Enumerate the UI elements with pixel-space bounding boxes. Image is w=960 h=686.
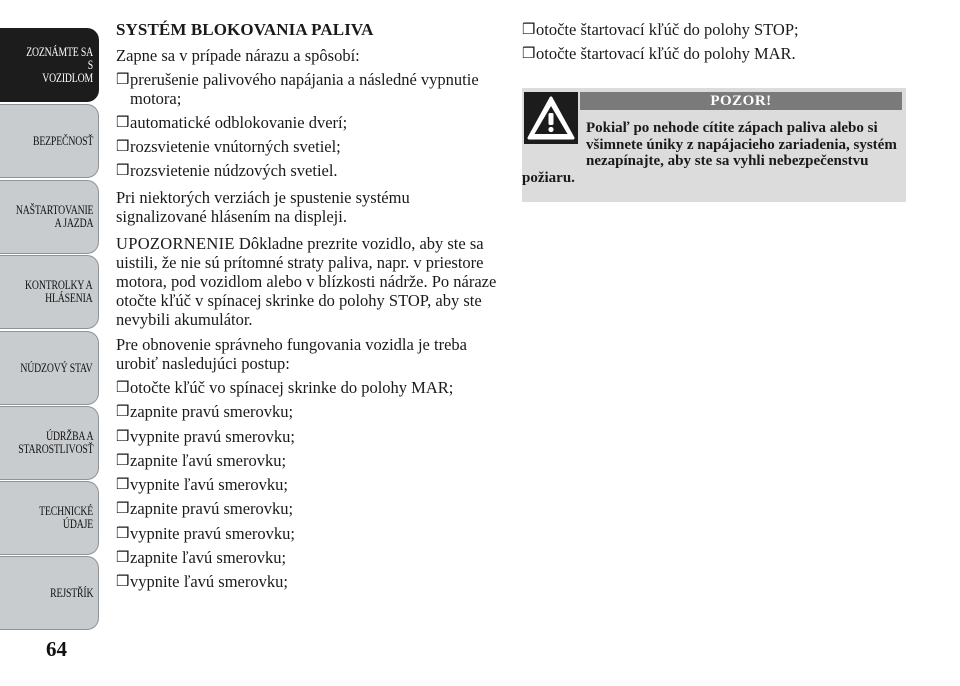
list-item-text: rozsvietenie vnútorných svetiel; bbox=[130, 137, 341, 156]
icon-spacer bbox=[522, 120, 586, 154]
list-item-text: otočte štartovací kľúč do polohy STOP; bbox=[536, 20, 799, 39]
page-number: 64 bbox=[46, 637, 67, 661]
warning-text-block bbox=[522, 120, 900, 186]
checkbox-icon: ❒ bbox=[116, 426, 130, 445]
checkbox-icon: ❒ bbox=[522, 20, 536, 38]
list-item bbox=[522, 44, 906, 63]
tab-label: TECHNICKÉ ÚDAJE bbox=[39, 504, 93, 531]
upozornenie-head: UPOZORNENIE bbox=[116, 234, 235, 253]
left-column bbox=[116, 20, 498, 597]
list-item-text: otočte štartovací kľúč do polohy MAR. bbox=[536, 44, 796, 63]
checkbox-icon: ❒ bbox=[116, 475, 130, 494]
checkbox-icon: ❒ bbox=[116, 378, 130, 396]
list-item bbox=[116, 572, 498, 591]
list-item bbox=[116, 70, 498, 108]
checkbox-icon: ❒ bbox=[116, 161, 130, 179]
display-note: Pri niektorých verziách je spustenie systému signalizované hlásením na displeji. bbox=[116, 188, 410, 226]
list-item-text: automatické odblokovanie dverí; bbox=[130, 113, 348, 132]
list-item bbox=[116, 113, 498, 132]
tab-kontrolky-a-hlasenia[interactable] bbox=[0, 255, 99, 329]
list-item-text: vypnite pravú smerovku; bbox=[130, 426, 295, 446]
effects-list bbox=[116, 70, 498, 180]
tab-label: KONTROLKY A HLÁSENIA bbox=[25, 278, 93, 305]
restore-intro: Pre obnovenie správneho fungovania vozidla je treba urobiť nasledujúci postup: bbox=[116, 335, 467, 373]
list-item-text: vypnite ľavú smerovku; bbox=[130, 572, 288, 592]
list-item bbox=[116, 548, 498, 567]
checkbox-icon: ❒ bbox=[116, 402, 130, 421]
list-item-text: rozsvietenie núdzových svetiel. bbox=[130, 161, 338, 180]
list-item bbox=[116, 499, 498, 518]
restore-steps-list bbox=[116, 378, 498, 591]
list-item-text: zapnite pravú smerovku; bbox=[130, 499, 294, 519]
list-item bbox=[116, 137, 498, 156]
checkbox-icon: ❒ bbox=[116, 548, 130, 567]
warning-title: POZOR! bbox=[580, 92, 902, 110]
tab-label: BEZPEČNOSŤ bbox=[32, 133, 93, 148]
tab-nastartovanie-a-jazda[interactable] bbox=[0, 180, 99, 254]
restore-steps-continued bbox=[522, 20, 906, 63]
list-item bbox=[522, 20, 906, 39]
right-column bbox=[522, 20, 906, 68]
tab-rejstrik[interactable] bbox=[0, 556, 99, 630]
list-item bbox=[116, 378, 498, 397]
list-item bbox=[116, 161, 498, 180]
upozornenie-text: Dôkladne prezrite vozidlo, aby ste sa uistili, že nie sú prítomné straty paliva, napr. v priestore motora, pod vozidlom alebo v blízkosti nádrže. Po náraze otočte kľúč v spínacej skrinke do polohy STOP, aby ste nevybili akumulátor. bbox=[116, 234, 497, 329]
checkbox-icon: ❒ bbox=[116, 450, 130, 469]
tab-technicke-udaje[interactable] bbox=[0, 481, 99, 555]
list-item-text: zapnite ľavú smerovku; bbox=[130, 548, 287, 568]
checkbox-icon: ❒ bbox=[116, 572, 130, 591]
tab-label: REJSTŘÍK bbox=[49, 585, 93, 600]
list-item bbox=[116, 427, 498, 446]
list-item-text: vypnite pravú smerovku; bbox=[130, 523, 295, 543]
tab-zoznamte-sa-s-vozidlom[interactable] bbox=[0, 28, 99, 102]
checkbox-icon: ❒ bbox=[116, 523, 130, 542]
list-item-text: prerušenie palivového napájania a následné vypnutie motora; bbox=[130, 70, 479, 108]
list-item-text: zapnite ľavú smerovku; bbox=[130, 450, 287, 470]
upozornenie-paragraph bbox=[116, 234, 498, 329]
checkbox-icon: ❒ bbox=[116, 137, 130, 155]
tab-udrzba-a-starostlivost[interactable] bbox=[0, 406, 99, 480]
checkbox-icon: ❒ bbox=[116, 499, 130, 518]
list-item bbox=[116, 475, 498, 494]
list-item bbox=[116, 402, 498, 421]
tab-label: NÚDZOVÝ STAV bbox=[20, 360, 93, 375]
checkbox-icon: ❒ bbox=[116, 70, 130, 88]
tab-bezpecnost[interactable] bbox=[0, 104, 99, 178]
tab-label: NAŠTARTOVANIE A JAZDA bbox=[15, 203, 93, 230]
list-item-text: vypnite ľavú smerovku; bbox=[130, 475, 288, 495]
list-item bbox=[116, 451, 498, 470]
checkbox-icon: ❒ bbox=[116, 113, 130, 131]
checkbox-icon: ❒ bbox=[522, 44, 536, 62]
tab-label: ÚDRŽBA A STAROSTLIVOSŤ bbox=[17, 429, 93, 456]
list-item-text: zapnite pravú smerovku; bbox=[130, 402, 294, 422]
warning-box bbox=[522, 88, 906, 202]
page-title: SYSTÉM BLOKOVANIA PALIVA bbox=[116, 20, 374, 39]
tab-nudzovy-stav[interactable] bbox=[0, 331, 99, 405]
warning-text: Pokiaľ po nehode cítite zápach paliva alebo si všimnete úniky z napájacieho zariadenia, systém nezapínajte, aby ste sa vyhli nebezpečenstvu požiaru. bbox=[522, 120, 897, 186]
tab-label: ZOZNÁMTE SA S VOZIDLOM bbox=[26, 44, 93, 85]
list-item bbox=[116, 524, 498, 543]
list-item-text: otočte kľúč vo spínacej skrinke do polohy MAR; bbox=[130, 378, 454, 397]
intro-text: Zapne sa v prípade nárazu a spôsobí: bbox=[116, 46, 360, 65]
